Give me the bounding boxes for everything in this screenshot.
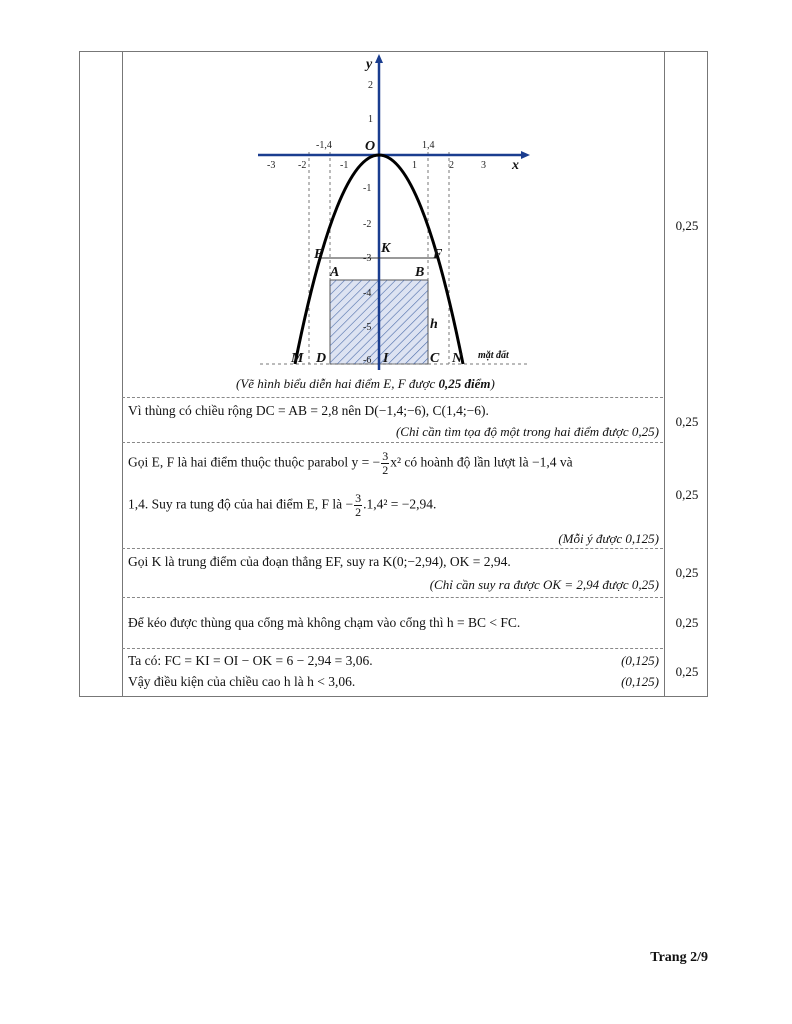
svg-text:A: A xyxy=(330,265,340,280)
row-divider xyxy=(122,548,663,549)
svg-text:1,4: 1,4 xyxy=(422,140,435,151)
score-5: 0,25 xyxy=(675,615,699,630)
svg-text:-1: -1 xyxy=(340,160,349,171)
row-divider xyxy=(122,648,663,649)
row6-line2: Vậy điều kiện của chiều cao h là h < 3,06. xyxy=(128,674,356,689)
row3-line2: 1,4. Suy ra tung độ của hai điểm E, F là − $\frac{3}{2}$ .1,4² = −2,94. xyxy=(128,491,437,519)
row3-note: (Mỗi ý được 0,125) xyxy=(558,531,659,546)
svg-text:E: E xyxy=(314,247,324,262)
svg-text:N: N xyxy=(452,351,463,366)
svg-text:mặt đất: mặt đất xyxy=(478,350,509,361)
column-divider-left xyxy=(122,52,123,696)
row2-text: Vì thùng có chiều rộng DC = AB = 2,8 nên D(−1,4;−6), C(1,4;−6). xyxy=(128,403,489,418)
svg-text:O: O xyxy=(365,139,376,154)
svg-text:I: I xyxy=(383,351,389,366)
svg-text:-3: -3 xyxy=(267,160,276,171)
svg-text:D: D xyxy=(316,351,327,366)
figure-caption: (Vẽ hình biểu diễn hai điểm E, F được 0,25 điểm) xyxy=(236,376,495,391)
row-divider xyxy=(122,397,663,398)
svg-text:1: 1 xyxy=(368,114,373,125)
svg-text:h: h xyxy=(430,317,438,332)
svg-text:-4: -4 xyxy=(363,288,372,299)
svg-text:2: 2 xyxy=(368,80,373,91)
score-2: 0,25 xyxy=(675,414,699,429)
score-4: 0,25 xyxy=(675,565,699,580)
parabola-figure xyxy=(250,52,540,372)
page-number: Trang 2/9 xyxy=(650,950,708,965)
row6-points1: (0,125) xyxy=(621,653,659,668)
row-divider xyxy=(122,442,663,443)
svg-text:1: 1 xyxy=(412,160,417,171)
svg-text:C: C xyxy=(430,351,440,366)
svg-text:K: K xyxy=(381,241,391,256)
svg-text:-5: -5 xyxy=(363,322,372,333)
row4-text: Gọi K là trung điểm của đoạn thẳng EF, suy ra K(0;−2,94), OK = 2,94. xyxy=(128,554,511,569)
score-6: 0,25 xyxy=(675,664,699,679)
row2-note: (Chỉ cần tìm tọa độ một trong hai điểm được 0,25) xyxy=(395,424,659,439)
svg-text:-2: -2 xyxy=(298,160,307,171)
row6-line1: Ta có: FC = KI = OI − OK = 6 − 2,94 = 3,06. xyxy=(128,653,373,668)
score-3: 0,25 xyxy=(675,487,699,502)
row6-points2: (0,125) xyxy=(621,674,659,689)
score-1: 0,25 xyxy=(675,218,699,233)
column-divider-right xyxy=(664,52,665,696)
svg-text:M: M xyxy=(291,351,304,366)
row4-note: (Chỉ cần suy ra được OK = 2,94 được 0,25) xyxy=(429,577,659,592)
row3-line1: Gọi E, F là hai điểm thuộc thuộc parabol y = − $\frac{3}{2}$ x² có hoành độ lần lượt là −1,4 và xyxy=(128,449,573,477)
svg-text:F: F xyxy=(433,247,443,262)
row-divider xyxy=(122,597,663,598)
svg-text:y: y xyxy=(366,57,373,72)
answer-table xyxy=(79,51,708,697)
svg-text:-1: -1 xyxy=(363,183,372,194)
svg-text:-1,4: -1,4 xyxy=(316,140,332,151)
svg-text:-2: -2 xyxy=(363,219,372,230)
svg-text:B: B xyxy=(415,265,425,280)
svg-text:3: 3 xyxy=(481,160,486,171)
svg-text:2: 2 xyxy=(449,160,454,171)
svg-text:x: x xyxy=(512,158,519,173)
svg-text:-3: -3 xyxy=(363,253,372,264)
row5-text: Để kéo được thùng qua cổng mà không chạm vào cổng thì h = BC < FC. xyxy=(128,615,521,630)
svg-text:-6: -6 xyxy=(363,355,372,366)
